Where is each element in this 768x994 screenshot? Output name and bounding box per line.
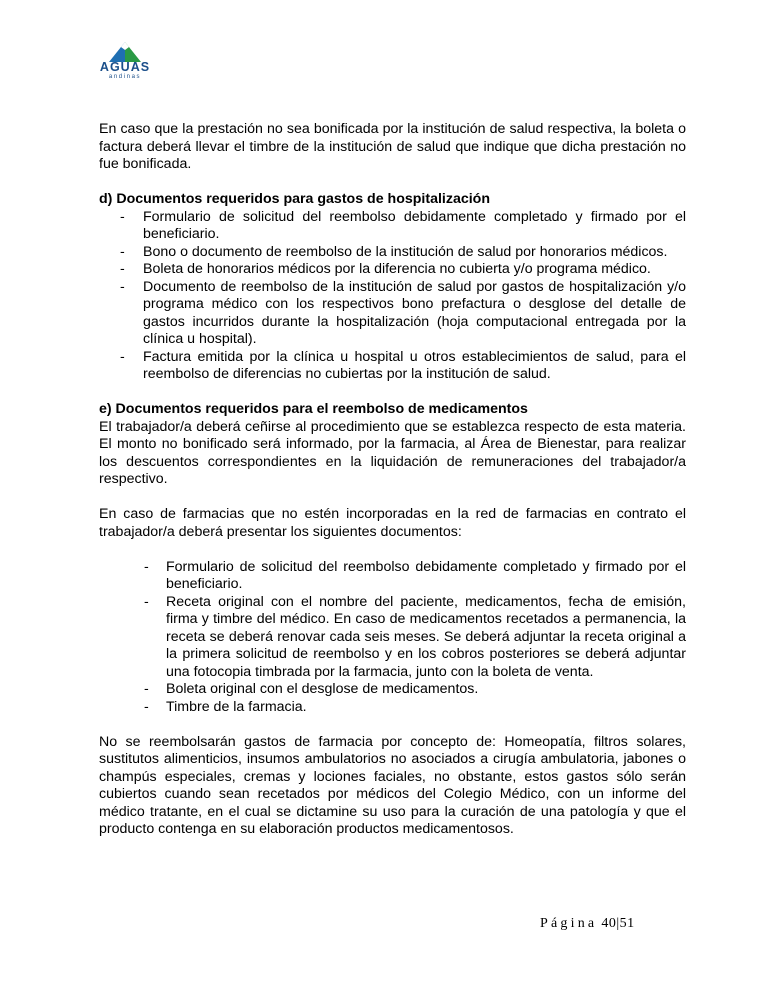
list-item: - Factura emitida por la clínica u hospital u otros establecimientos de salud, para el reembolso de diferencias no cubiertas por la institución de salud.: [99, 349, 686, 384]
section-e-list: [99, 559, 686, 717]
list-item: - Formulario de solicitud del reembolso debidamente completado y firmado por el beneficiario.: [99, 209, 686, 244]
company-logo: [90, 40, 160, 96]
logo-subtitle: andinas: [108, 74, 142, 80]
section-e-paragraph-2: En caso de farmacias que no estén incorporadas en la red de farmacias en contrato el trabajador/a deberá presentar los siguientes documentos:: [99, 506, 686, 540]
list-item: - Boleta de honorarios médicos por la diferencia no cubierta y/o programa médico.: [99, 261, 686, 279]
section-d-list: [99, 209, 686, 384]
page-footer: [540, 916, 635, 932]
list-item: - Formulario de solicitud del reembolso debidamente completado y firmado por el beneficiario.: [99, 559, 686, 594]
list-item: - Documento de reembolso de la institución de salud por gastos de hospitalización y/o programa médico con los respectivos bono prefactura o desglose del detalle de gastos incurridos durante la hospitalización (hoja computacional entregada por la clínica u hospital).: [99, 279, 686, 349]
mountain-logo-icon: [107, 40, 143, 62]
page-total: 51: [619, 916, 635, 931]
section-e-paragraph-3: No se reembolsarán gastos de farmacia por concepto de: Homeopatía, filtros solares, sustitutos alimenticios, insumos ambulatorios no asociados a cirugía ambulatoria, jabones o champús especiales, cremas y lociones faciales, no obstante, estos gastos sólo serán cubiertos cuando sean recetados por médicos del Colegio Médico, con un informe del médico tratante, en el cual se dictamine su uso para la curación de una patología y que el producto contenga en su elaboración productos medicamentosos.: [99, 733, 686, 837]
list-item: - Receta original con el nombre del paciente, medicamentos, fecha de emisión, firma y timbre del médico. En caso de medicamentos recetados a permanencia, la receta se deberá renovar cada seis meses. Se deberá adjuntar la receta original a la primera solicitud de reembolso y en los cobros posteriores se deberá adjuntar una fotocopia timbrada por la farmacia, junto con la boleta de venta.: [99, 594, 686, 682]
intro-paragraph: En caso que la prestación no sea bonificada por la institución de salud respectiva, la boleta o factura deberá llevar el timbre de la institución de salud que indique que dicha prestación no fue bonificada.: [99, 121, 686, 172]
list-item: - Bono o documento de reembolso de la institución de salud por honorarios médicos.: [99, 244, 686, 262]
section-d-heading: d) Documentos requeridos para gastos de hospitalización: [99, 191, 491, 207]
page-word: Página: [540, 916, 598, 931]
list-item: - Timbre de la farmacia.: [99, 699, 686, 717]
document-body: [99, 121, 686, 839]
page-number: 40: [601, 916, 617, 931]
section-e-paragraph-1: El trabajador/a deberá ceñirse al procedimiento que se establezca respecto de esta materia. El monto no bonificado será informado, por la farmacia, al Área de Bienestar, para realizar los descuentos correspondientes en la liquidación de remuneraciones del trabajador/a respectivo.: [99, 418, 686, 487]
section-e-heading: e) Documentos requeridos para el reembolso de medicamentos: [99, 401, 528, 417]
list-item: - Boleta original con el desglose de medicamentos.: [99, 681, 686, 699]
page-separator: |: [616, 916, 620, 931]
logo-name: AGUAS: [99, 60, 151, 74]
